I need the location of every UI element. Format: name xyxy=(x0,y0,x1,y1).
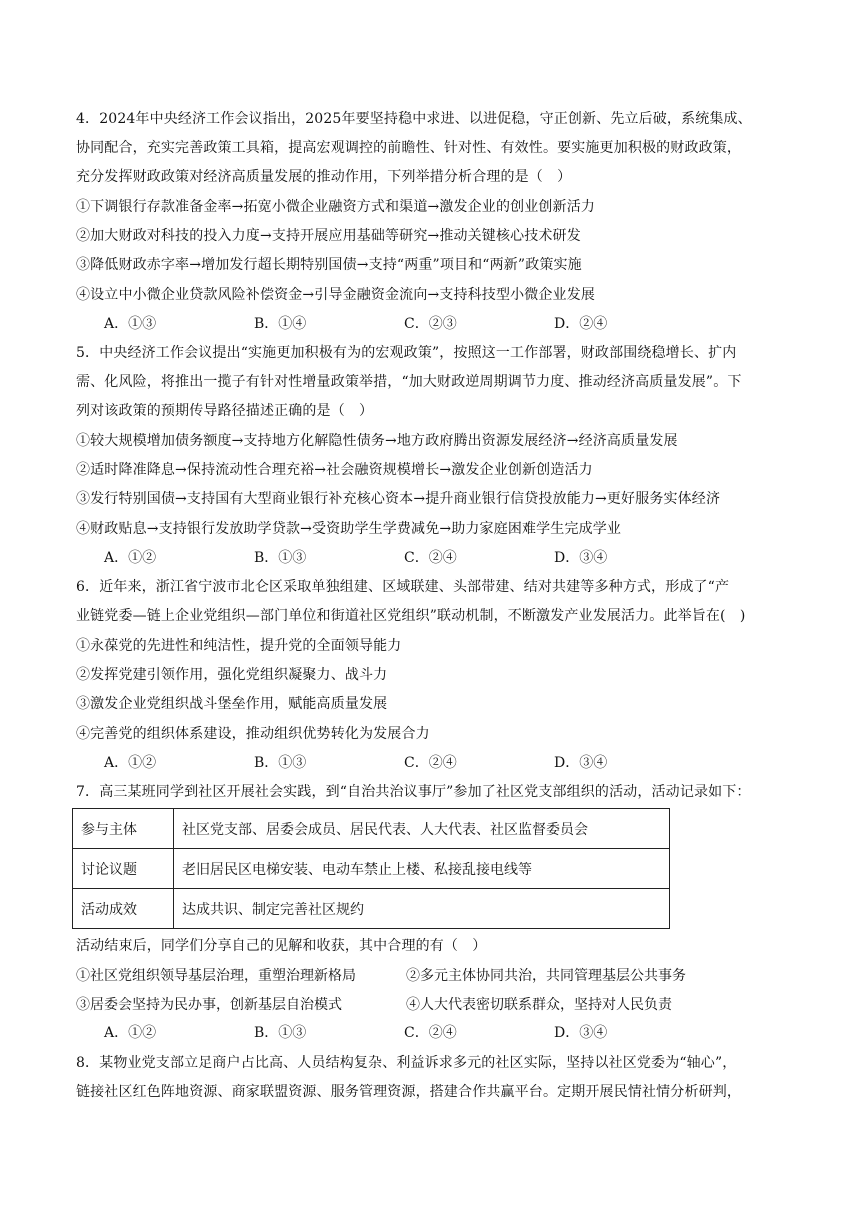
q6-item-2: ②发挥党建引领作用，强化党组织凝聚力、战斗力 xyxy=(76,667,388,683)
table-cell: 达成共识、制定完善社区规约 xyxy=(174,889,670,929)
q4-stem-line-3: 充分发挥财政政策对经济高质量发展的推动作用，下列举措分析合理的是（ ） xyxy=(76,169,572,185)
table-header-cell: 活动成效 xyxy=(73,889,174,929)
q8-stem-line-1: 8．某物业党支部立足商户占比高、人员结构复杂、利益诉求多元的社区实际，坚持以社区党委为“轴心”， xyxy=(76,1055,737,1071)
q6-option-c[interactable]: C．②④ xyxy=(404,755,457,771)
q5-stem-line-3: 列对该政策的预期传导路径描述正确的是（ ） xyxy=(76,403,374,419)
q7-item-4: ④人大代表密切联系群众，坚持对人民负责 xyxy=(406,997,672,1013)
q5-options xyxy=(104,548,744,568)
q6-options xyxy=(104,753,744,773)
q6-item-4: ④完善党的组织体系建设，推动组织优势转化为发展合力 xyxy=(76,726,430,742)
q4-options xyxy=(104,314,744,334)
q7-option-b[interactable]: B．①③ xyxy=(254,1025,307,1041)
q4-item-3: ③降低财政赤字率→增加发行超长期特别国债→支持“两重”项目和“两新”政策实施 xyxy=(76,257,582,273)
q4-item-2: ②加大财政对科技的投入力度→支持开展应用基础等研究→推动关键核心技术研发 xyxy=(76,228,581,244)
q4-option-a[interactable]: A．①③ xyxy=(104,316,157,332)
q6-option-b[interactable]: B．①③ xyxy=(254,755,307,771)
q7-items-row-1 xyxy=(76,965,756,985)
q4-option-c[interactable]: C．②③ xyxy=(404,316,457,332)
q5-item-4: ④财政贴息→支持银行发放助学贷款→受资助学生学费减免→助力家庭困难学生完成学业 xyxy=(76,521,622,537)
activity-record-table xyxy=(72,808,670,929)
q5-stem-line-1: 5．中央经济工作会议提出“实施更加积极有为的宏观政策”，按照这一工作部署，财政部围绕稳增长、扩内 xyxy=(76,345,737,361)
q5-item-1: ①较大规模增加债务额度→支持地方化解隐性债务→地方政府腾出资源发展经济→经济高质量发展 xyxy=(76,433,678,449)
q7-item-1: ①社区党组织领导基层治理，重塑治理新格局 xyxy=(76,968,356,984)
q6-option-a[interactable]: A．①② xyxy=(104,755,157,771)
q6-stem-line-2: 业链党委—链上企业党组织—部门单位和街道社区党组织”联动机制，不断激发产业发展活力。此举旨在( ) xyxy=(76,608,746,624)
q7-item-3: ③居委会坚持为民办事，创新基层自治模式 xyxy=(76,997,342,1013)
q7-item-2: ②多元主体协同共治，共同管理基层公共事务 xyxy=(406,968,686,984)
table-header-cell: 讨论议题 xyxy=(73,849,174,889)
q4-option-b[interactable]: B．①④ xyxy=(254,316,307,332)
q6-item-1: ①永葆党的先进性和纯洁性，提升党的全面领导能力 xyxy=(76,638,402,654)
q6-option-d[interactable]: D．③④ xyxy=(554,755,608,771)
q4-option-d[interactable]: D．②④ xyxy=(554,316,608,332)
q7-items-row-2 xyxy=(76,994,756,1014)
q4-item-4: ④设立中小微企业贷款风险补偿资金→引导金融资金流向→支持科技型小微企业发展 xyxy=(76,287,596,303)
table-cell: 社区党支部、居委会成员、居民代表、人大代表、社区监督委员会 xyxy=(174,809,670,849)
table-row xyxy=(73,809,670,849)
q7-option-c[interactable]: C．②④ xyxy=(404,1025,457,1041)
q7-option-d[interactable]: D．③④ xyxy=(554,1025,608,1041)
q7-options xyxy=(104,1023,744,1043)
q4-stem-line-1: 4．2024年中央经济工作会议指出，2025年要坚持稳中求进、以进促稳，守正创新、先立后破，系统集成、 xyxy=(76,111,752,127)
table-header-cell: 参与主体 xyxy=(73,809,174,849)
q5-item-2: ②适时降准降息→保持流动性合理充裕→社会融资规模增长→激发企业创新创造活力 xyxy=(76,462,593,478)
table-row xyxy=(73,889,670,929)
table-cell: 老旧居民区电梯安装、电动车禁止上楼、私接乱接电线等 xyxy=(174,849,670,889)
q4-item-1: ①下调银行存款准备金率→拓宽小微企业融资方式和渠道→激发企业的创业创新活力 xyxy=(76,199,596,215)
q7-after-text: 活动结束后，同学们分享自己的见解和收获，其中合理的有（ ） xyxy=(76,938,487,954)
q7-option-a[interactable]: A．①② xyxy=(104,1025,157,1041)
q5-stem-line-2: 需、化风险，将推出一揽子有针对性增量政策举措，“加大财政逆周期调节力度、推动经济高质量发展”。下 xyxy=(76,374,742,390)
q4-stem-line-2: 协同配合，充实完善政策工具箱，提高宏观调控的前瞻性、针对性、有效性。要实施更加积极的财政政策， xyxy=(76,140,742,156)
q5-item-3: ③发行特别国债→支持国有大型商业银行补充核心资本→提升商业银行信贷投放能力→更好服务实体经济 xyxy=(76,491,721,507)
q5-option-c[interactable]: C．②④ xyxy=(404,550,457,566)
q5-option-b[interactable]: B．①③ xyxy=(254,550,307,566)
table-row xyxy=(73,849,670,889)
q8-stem-line-2: 链接社区红色阵地资源、商家联盟资源、服务管理资源，搭建合作共赢平台。定期开展民情社情分析研判， xyxy=(76,1084,742,1100)
q6-stem-line-1: 6．近年来，浙江省宁波市北仑区采取单独组建、区域联建、头部带建、结对共建等多种方式，形成了“产 xyxy=(76,579,730,595)
q7-stem-line-1: 7．高三某班同学到社区开展社会实践，到“自治共治议事厅”参加了社区党支部组织的活动，活动记录如下： xyxy=(76,784,751,800)
q6-item-3: ③激发企业党组织战斗堡垒作用，赋能高质量发展 xyxy=(76,696,388,712)
q5-option-d[interactable]: D．③④ xyxy=(554,550,608,566)
q5-option-a[interactable]: A．①② xyxy=(104,550,157,566)
